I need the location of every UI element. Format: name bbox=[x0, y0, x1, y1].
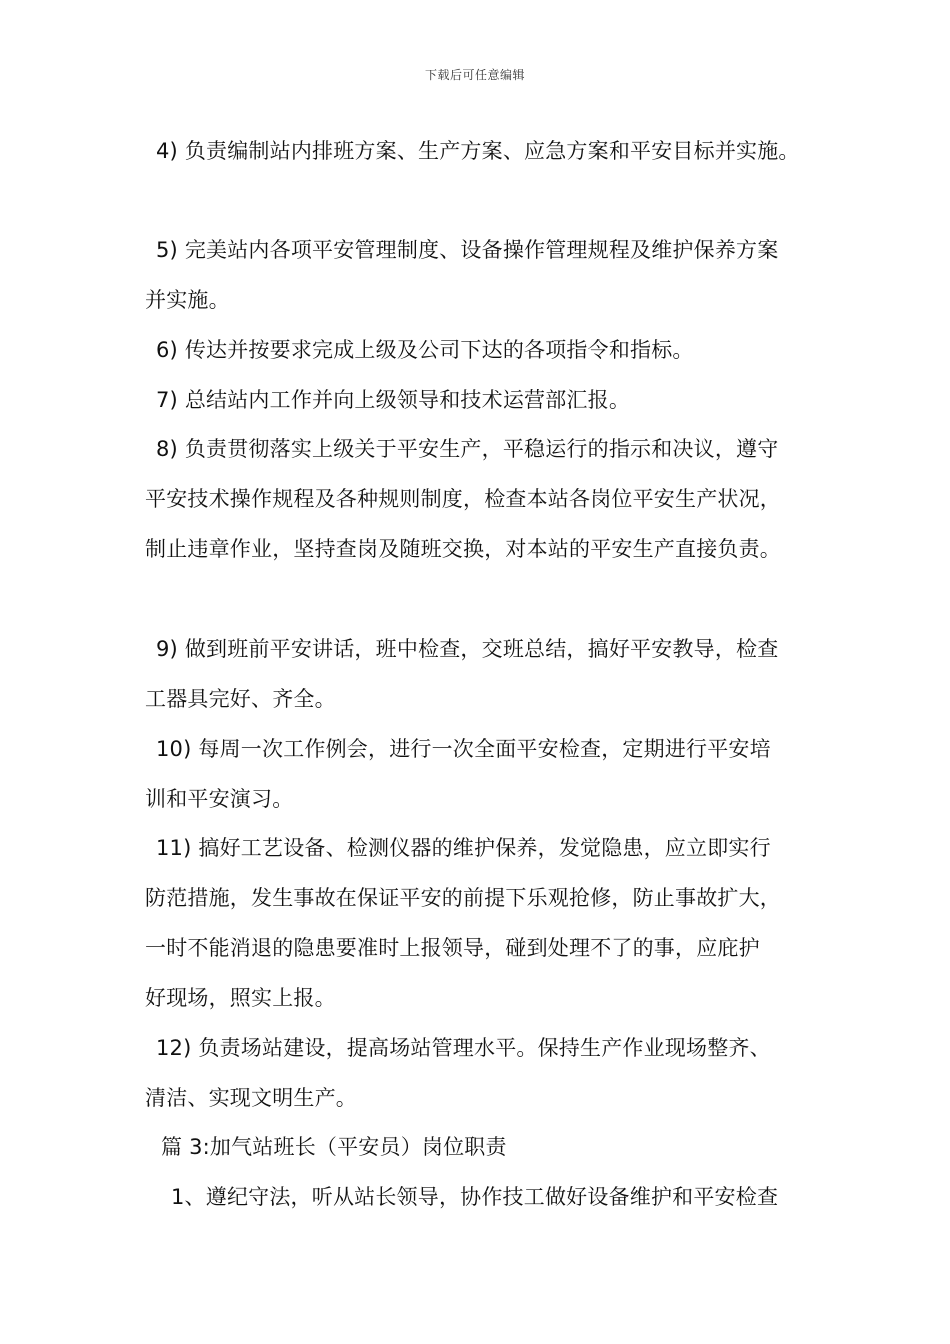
paragraph-line-11b: 防范措施，发生事故在保证平安的前提下乐观抢修，防止事故扩大， bbox=[145, 886, 781, 910]
paragraph-line-s3-1: 1、遵纪守法，听从站长领导，协作技工做好设备维护和平安检查 bbox=[171, 1185, 779, 1209]
paragraph-line-5b: 并实施。 bbox=[145, 288, 230, 312]
paragraph-line-10b: 训和平安演习。 bbox=[145, 787, 294, 811]
paragraph-line-4: 4) 负责编制站内排班方案、生产方案、应急方案和平安目标并实施。 bbox=[156, 139, 800, 163]
paragraph-line-6: 6) 传达并按要求完成上级及公司下达的各项指令和指标。 bbox=[156, 338, 694, 362]
paragraph-line-9a: 9) 做到班前平安讲话，班中检查，交班总结，搞好平安教导，检查 bbox=[156, 637, 779, 661]
paragraph-line-8c: 制止违章作业，坚持查岗及随班交换，对本站的平安生产直接负责。 bbox=[145, 537, 781, 561]
paragraph-line-12b: 清洁、实现文明生产。 bbox=[145, 1086, 357, 1110]
paragraph-line-8a: 8) 负责贯彻落实上级关于平安生产，平稳运行的指示和决议，遵守 bbox=[156, 437, 779, 461]
paragraph-line-12a: 12) 负责场站建设，提高场站管理水平。保持生产作业现场整齐、 bbox=[156, 1036, 771, 1060]
page-header: 下载后可任意编辑 bbox=[424, 68, 525, 82]
paragraph-line-7: 7) 总结站内工作并向上级领导和技术运营部汇报。 bbox=[156, 388, 631, 412]
paragraph-line-10a: 10) 每周一次工作例会，进行一次全面平安检查，定期进行平安培 bbox=[156, 737, 771, 761]
paragraph-line-8b: 平安技术操作规程及各种规则制度，检查本站各岗位平安生产状况， bbox=[145, 487, 781, 511]
paragraph-line-11d: 好现场，照实上报。 bbox=[145, 986, 336, 1010]
paragraph-line-11a: 11) 搞好工艺设备、检测仪器的维护保养，发觉隐患，应立即实行 bbox=[156, 836, 771, 860]
paragraph-line-9b: 工器具完好、齐全。 bbox=[145, 687, 336, 711]
paragraph-line-5a: 5) 完美站内各项平安管理制度、设备操作管理规程及维护保养方案 bbox=[156, 238, 779, 262]
paragraph-line-11c: 一时不能消退的隐患要准时上报领导，碰到处理不了的事，应庇护 bbox=[145, 936, 760, 960]
section-heading: 篇 3:加气站班长（平安员）岗位职责 bbox=[161, 1135, 507, 1159]
